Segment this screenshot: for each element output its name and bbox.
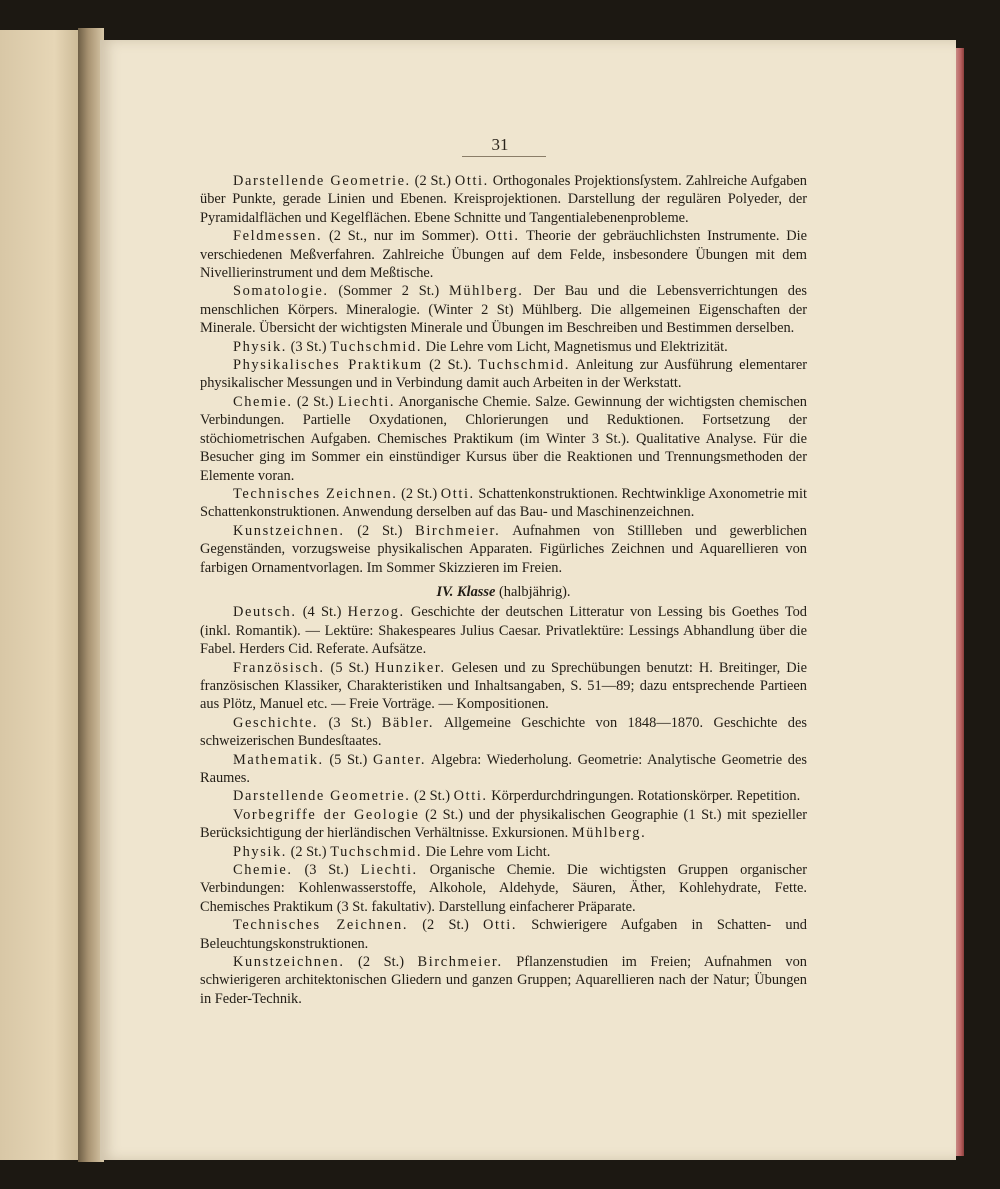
course-paragraph bbox=[200, 843, 807, 861]
course-paragraph bbox=[200, 603, 807, 658]
course-teacher: Otti. bbox=[453, 788, 488, 805]
course-hours: (2 St.) bbox=[410, 173, 455, 189]
course-paragraph bbox=[200, 751, 807, 788]
section-heading-title: IV. Klasse bbox=[436, 583, 496, 600]
course-hours: (3 St.) bbox=[318, 714, 382, 731]
course-hours: (2 St.) bbox=[410, 788, 454, 805]
course-teacher: Otti. bbox=[440, 485, 475, 502]
course-teacher: Liechti. bbox=[360, 862, 418, 879]
course-teacher: Mühlberg. bbox=[571, 825, 647, 842]
course-hours: (2 St.) bbox=[397, 485, 441, 502]
course-subject: Feldmessen. bbox=[233, 228, 323, 245]
course-description: Anorganische Chemie. Salze. Gewinnung der wichtigsten chemischen Verbindungen. Partielle Oxydationen, Chlorierungen und Reduktionen. Fortsetzung der stöchiometrischen Aufgaben. Chemisches Praktikum (im Winter 3 St.). Qualitative Analyse. Für die Besucher ging im Sommer ein einstündiger Kursus über die Reaktionen und Trennungsmethoden der Elemente voran. bbox=[200, 393, 807, 484]
course-description: Der Bau und die Lebensverrichtungen des menschlichen Körpers. Mineralogie. (Winter 2 St) Mühlberg. Die allgemeinen Eigenschaften der Minerale. Übersicht der wichtigsten Minerale und Übungen im Beschreiben und Bestimmen derselben. bbox=[200, 283, 807, 337]
course-teacher: Tuchschmid. bbox=[330, 843, 423, 860]
course-hours: (2 St.) bbox=[287, 843, 331, 860]
section-iv bbox=[200, 603, 807, 1008]
course-teacher: Otti. bbox=[485, 228, 520, 245]
course-description: Schattenkonstruktionen. Rechtwinklige Axonometrie mit Schattenkonstruktionen. Anwendung derselben auf das Bau- und Maschinenzeichnen. bbox=[200, 485, 807, 521]
section-iii-continued bbox=[200, 172, 807, 577]
course-hours: (2 St.) bbox=[344, 954, 418, 971]
course-teacher: Otti. bbox=[454, 173, 489, 189]
course-paragraph bbox=[200, 485, 807, 522]
course-description: Allgemeine Geschichte von 1848—1870. Geschichte des schweizerischen Bundesſtaates. bbox=[200, 714, 807, 750]
course-paragraph bbox=[200, 806, 807, 843]
course-description: Aufnahmen von Stillleben und gewerblichen Gegenständen, vorzugsweise physikalischen Apparaten. Figürliches Zeichnen und Aquarellieren von farbigen Ornamentvorlagen. Im Sommer Skizzieren im Freien. bbox=[200, 522, 807, 576]
course-hours: (2 St.) bbox=[408, 917, 484, 934]
left-page-edge bbox=[0, 30, 78, 1160]
course-hours: (4 St.) bbox=[296, 604, 348, 621]
course-subject: Deutsch. bbox=[233, 604, 297, 621]
course-description: Organische Chemie. Die wichtigsten Gruppen organischer Verbindungen: Kohlenwasserstoffe, Alkohole, Aldehyde, Säuren, Äther, Kohlehydrate, Fette. Chemisches Praktikum (3 St. fakultativ). Darstellung einfacherer Präparate. bbox=[200, 862, 807, 915]
course-subject: Chemie. bbox=[233, 393, 293, 410]
course-paragraph bbox=[200, 393, 807, 485]
course-teacher: Liechti. bbox=[337, 393, 396, 410]
course-description: Gelesen und zu Sprechübungen benutzt: H. Breitinger, Die französischen Klassiker, Charakteristiken und Inhaltsangaben, S. 51—89; dazu entsprechende Partieen aus Plötz, Manuel etc. — Freie Vorträge. — Kompositionen. bbox=[200, 659, 807, 713]
course-paragraph bbox=[200, 282, 807, 337]
course-subject: Kunstzeichnen. bbox=[233, 954, 345, 971]
course-subject: Somatologie. bbox=[233, 283, 329, 300]
course-paragraph bbox=[200, 227, 807, 282]
course-teacher: Tuchschmid. bbox=[478, 357, 570, 374]
course-hours: (Sommer 2 St.) bbox=[328, 283, 449, 300]
course-subject: Französisch. bbox=[233, 659, 325, 676]
course-paragraph bbox=[200, 522, 807, 577]
course-teacher: Bäbler. bbox=[381, 714, 435, 731]
course-hours: (5 St.) bbox=[323, 751, 373, 768]
section-heading-suffix: (halbjährig). bbox=[499, 583, 571, 600]
course-teacher: Herzog. bbox=[347, 604, 405, 621]
course-subject: Darstellende Geometrie. bbox=[233, 173, 411, 189]
course-teacher: Mühlberg. bbox=[448, 283, 524, 300]
course-subject: Technisches Zeichnen. bbox=[233, 917, 409, 934]
course-subject: Physik. bbox=[233, 338, 287, 355]
course-teacher: Birchmeier. bbox=[417, 954, 503, 971]
course-description: Die Lehre vom Licht. bbox=[422, 843, 551, 860]
course-description: Schwierigere Aufgaben in Schatten- und Beleuchtungskonstruktionen. bbox=[200, 917, 807, 952]
course-hours: (2 St.) bbox=[292, 393, 338, 410]
course-subject: Geschichte. bbox=[233, 714, 319, 731]
course-subject: Vorbegriffe der Geologie bbox=[233, 806, 420, 823]
course-teacher: Ganter. bbox=[372, 751, 427, 768]
course-paragraph bbox=[200, 172, 807, 227]
course-description: Geschichte der deutschen Litteratur von Lessing bis Goethes Tod (inkl. Romantik). — Lektüre: Shakespeares Julius Caesar. Privatlektüre: Lessings Abhandlung über die Fabel. Herders Cid. Referate. Aufsätze. bbox=[200, 604, 807, 658]
course-hours: (2 St.) und der physikalischen Geographie (1 St.) mit spezieller Berücksichtigung der hierländischen Verhältnisse. Exkursionen. bbox=[200, 806, 808, 842]
course-description: Theorie der gebräuchlichsten Instrumente. Die verschiedenen Meßverfahren. Zahlreiche Übungen auf dem Felde, insbesondere Übungen mit dem Nivellierinstrument und dem Meßtische. bbox=[200, 228, 807, 282]
course-paragraph bbox=[200, 787, 807, 805]
course-subject: Physikalisches Praktikum bbox=[233, 357, 423, 374]
course-subject: Technisches Zeichnen. bbox=[233, 485, 398, 502]
course-hours: (5 St.) bbox=[324, 659, 375, 676]
page-number: 31 bbox=[491, 135, 509, 154]
course-hours: (3 St.) bbox=[287, 338, 331, 355]
course-hours: (2 St.). bbox=[422, 357, 479, 374]
course-hours: (3 St.) bbox=[292, 862, 361, 879]
page-number-rule bbox=[462, 156, 546, 157]
course-paragraph bbox=[200, 861, 807, 916]
section-heading bbox=[200, 583, 807, 601]
course-teacher: Hunziker. bbox=[374, 659, 446, 676]
course-description: Körperdurchdringungen. Rotationskörper. Repetition. bbox=[487, 788, 801, 805]
course-description: Orthogonales Projektionsſystem. Zahlreiche Aufgaben über Punkte, gerade Linien und Ebenen. Kreisprojektionen. Darstellung der regulären Polyeder, der Pyramidalflächen und Kegelflächen. Ebene Schnitte und Tangentialebenenprobleme. bbox=[200, 173, 807, 226]
course-description: Die Lehre vom Licht, Magnetismus und Elektrizität. bbox=[422, 338, 728, 355]
course-description: Pflanzenstudien im Freien; Aufnahmen von schwierigeren architektonischen Gliedern und ganzen Gruppen; Aquarellieren nach der Natur; Übungen in Feder-Technik. bbox=[200, 954, 807, 1007]
course-description: Anleitung zur Ausführung elementarer physikalischer Messungen und in Verbindung damit auch Arbeiten in der Werkstatt. bbox=[200, 357, 807, 392]
course-teacher: Tuchschmid. bbox=[330, 338, 423, 355]
course-subject: Physik. bbox=[233, 843, 287, 860]
course-paragraph bbox=[200, 659, 807, 714]
course-subject: Darstellende Geometrie. bbox=[233, 788, 411, 805]
course-teacher: Otti. bbox=[483, 917, 518, 934]
course-subject: Mathematik. bbox=[233, 751, 324, 768]
course-paragraph bbox=[200, 338, 807, 356]
page-body bbox=[200, 172, 807, 1008]
course-hours: (2 St.) bbox=[344, 522, 416, 539]
course-teacher: Birchmeier. bbox=[415, 522, 501, 539]
course-paragraph bbox=[200, 714, 807, 751]
course-paragraph bbox=[200, 356, 807, 393]
course-paragraph bbox=[200, 953, 807, 1008]
course-subject: Chemie. bbox=[233, 862, 293, 879]
course-subject: Kunstzeichnen. bbox=[233, 522, 345, 539]
page-red-edge bbox=[956, 48, 964, 1156]
course-description: Algebra: Wiederholung. Geometrie: Analytische Geometrie des Raumes. bbox=[200, 751, 807, 786]
course-paragraph bbox=[200, 916, 807, 953]
course-hours: (2 St., nur im Sommer). bbox=[322, 228, 486, 245]
